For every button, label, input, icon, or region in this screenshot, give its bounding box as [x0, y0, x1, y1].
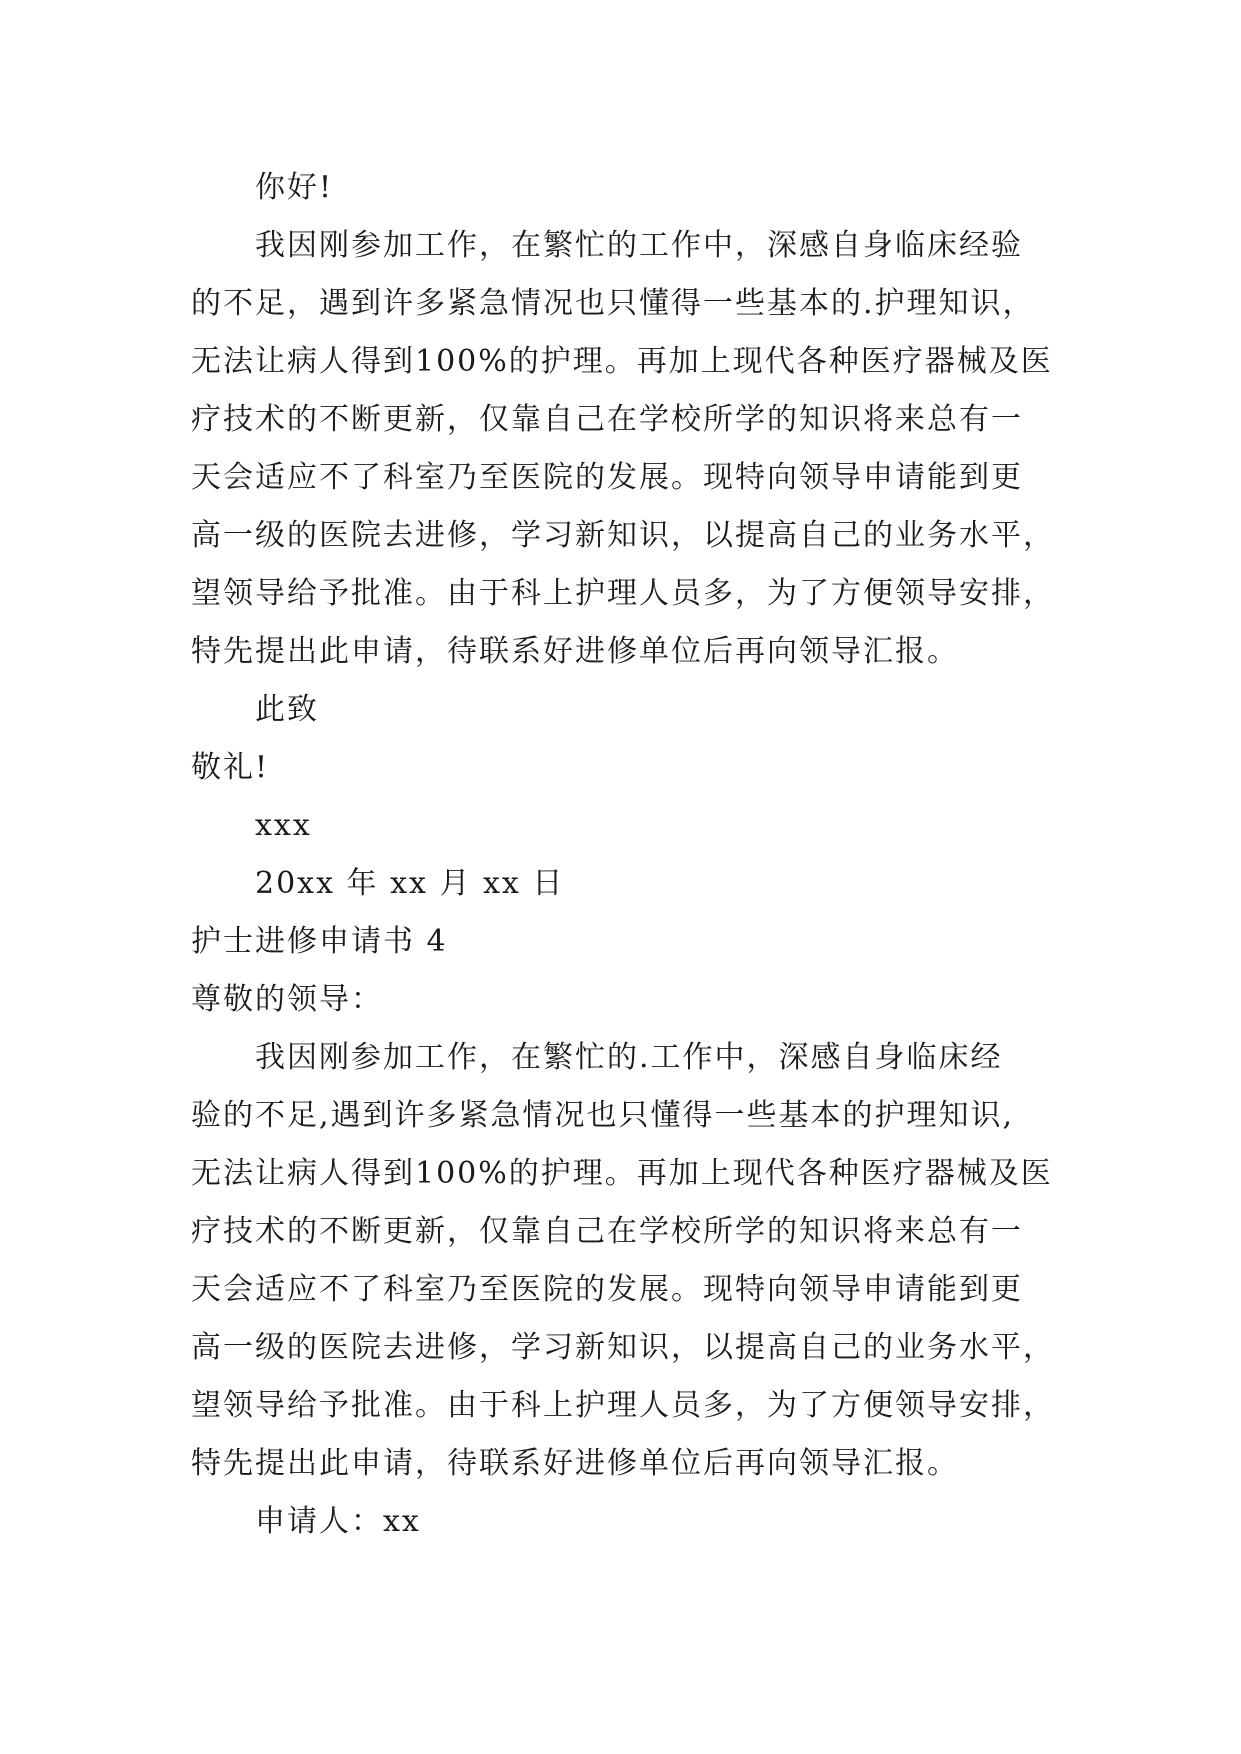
body-line: 特先提出此申请，待联系好进修单位后再向领导汇报。 [191, 1446, 959, 1481]
body-line: 望领导给予批准。由于科上护理人员多，为了方便领导安排， [191, 576, 1055, 611]
body-line: 天会适应不了科室乃至医院的发展。现特向领导申请能到更 [191, 460, 1023, 495]
body-line: 天会适应不了科室乃至医院的发展。现特向领导申请能到更 [191, 1272, 1023, 1307]
date: 20xx 年 xx 月 xx 日 [255, 866, 565, 901]
body-line: 我因刚参加工作，在繁忙的.工作中，深感自身临床经 [255, 1040, 1003, 1075]
closing: 此致 [255, 692, 319, 727]
body-line: 疗技术的不断更新，仅靠自己在学校所学的知识将来总有一 [191, 402, 1023, 437]
salute: 敬礼! [191, 750, 270, 785]
body-line: 疗技术的不断更新，仅靠自己在学校所学的知识将来总有一 [191, 1214, 1023, 1249]
body-line: 高一级的医院去进修，学习新知识，以提高自己的业务水平， [191, 1330, 1055, 1365]
greeting: 你好! [255, 170, 334, 205]
section-title: 护士进修申请书 4 [191, 924, 448, 959]
body-line: 我因刚参加工作，在繁忙的工作中，深感自身临床经验 [255, 228, 1023, 263]
applicant: 申请人：xx [255, 1504, 421, 1539]
body-line: 高一级的医院去进修，学习新知识，以提高自己的业务水平， [191, 518, 1055, 553]
signature: xxx [255, 808, 312, 843]
body-line: 无法让病人得到100%的护理。再加上现代各种医疗器械及医 [191, 344, 1053, 379]
body-line: 的不足，遇到许多紧急情况也只懂得一些基本的.护理知识， [191, 286, 1035, 321]
body-line: 无法让病人得到100%的护理。再加上现代各种医疗器械及医 [191, 1156, 1053, 1191]
salutation: 尊敬的领导： [191, 982, 383, 1017]
body-line: 特先提出此申请，待联系好进修单位后再向领导汇报。 [191, 634, 959, 669]
body-line: 验的不足,遇到许多紧急情况也只懂得一些基本的护理知识, [191, 1098, 1015, 1133]
body-line: 望领导给予批准。由于科上护理人员多，为了方便领导安排， [191, 1388, 1055, 1423]
